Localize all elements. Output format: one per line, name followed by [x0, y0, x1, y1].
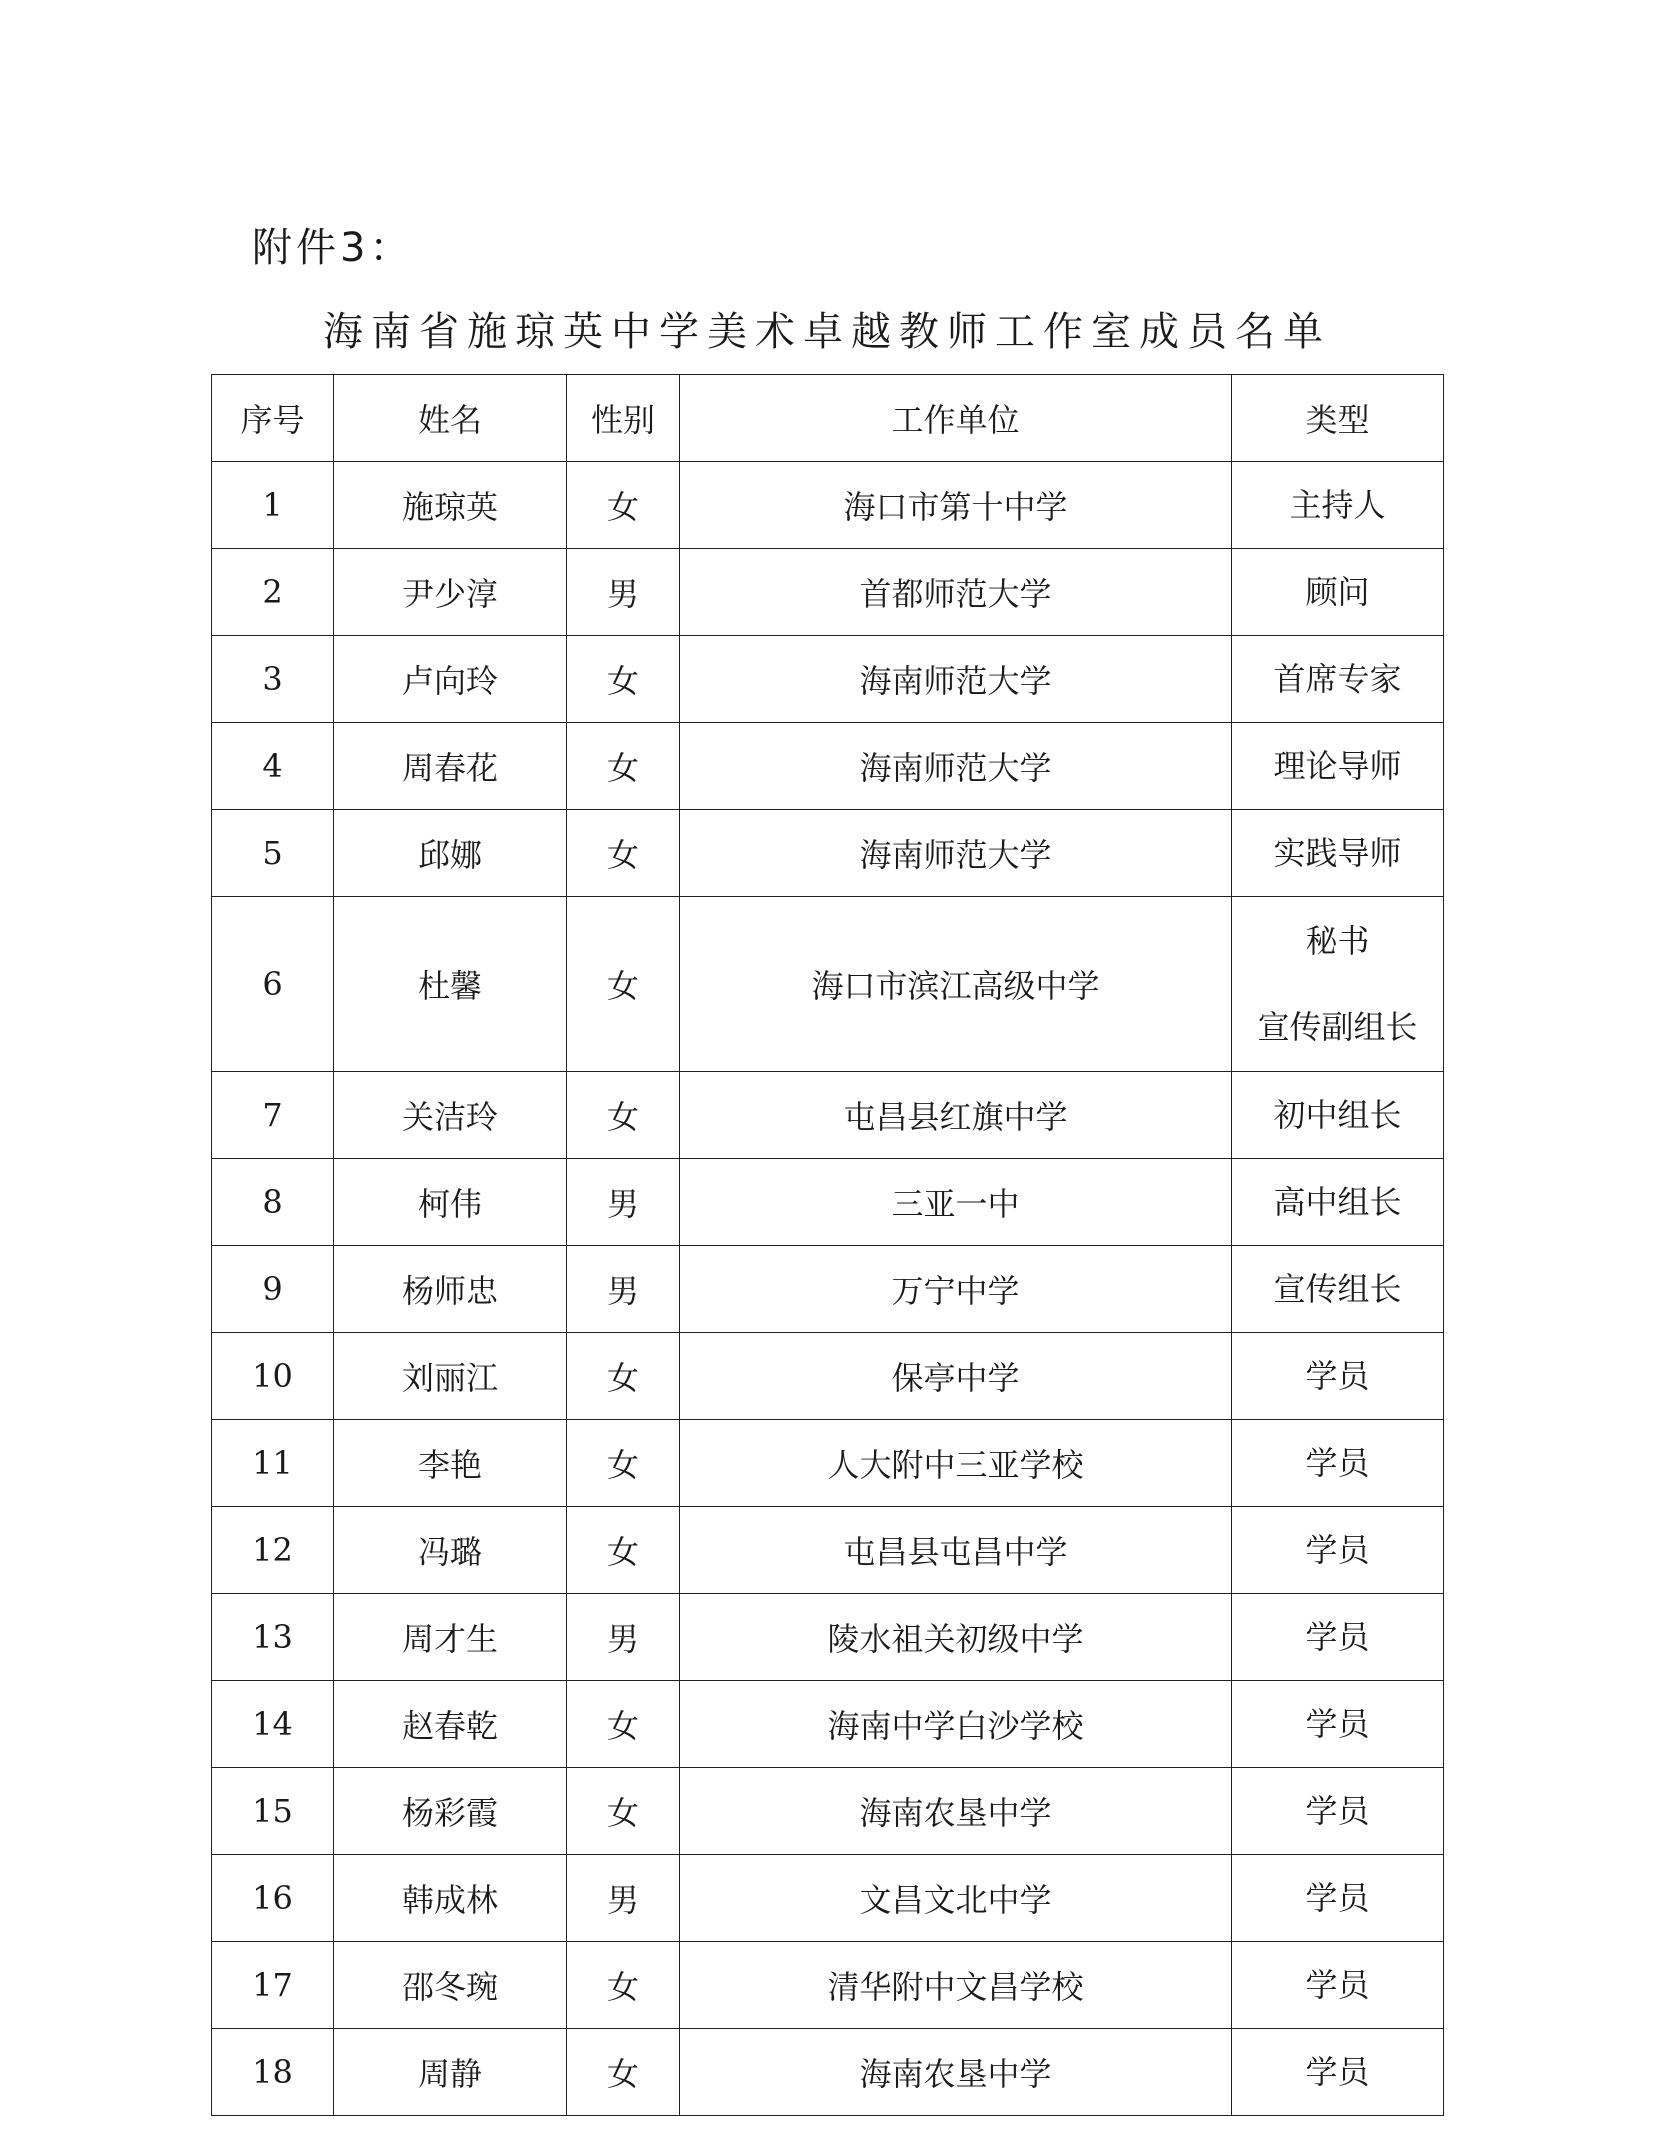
type-label: 实践导师 — [1273, 834, 1402, 872]
cell-name: 施琼英 — [334, 462, 567, 549]
cell-no: 12 — [212, 1507, 334, 1594]
cell-unit: 海口市滨江高级中学 — [680, 897, 1232, 1072]
cell-unit: 海口市第十中学 — [680, 462, 1232, 549]
member-roster-table — [211, 374, 1444, 2116]
type-label: 主持人 — [1289, 486, 1386, 524]
cell-no: 11 — [212, 1420, 334, 1507]
type-label: 学员 — [1305, 2053, 1370, 2091]
cell-name: 周才生 — [334, 1594, 567, 1681]
cell-unit: 保亭中学 — [680, 1333, 1232, 1420]
table-row — [212, 897, 1444, 1072]
type-label: 学员 — [1305, 1879, 1370, 1917]
cell-name: 周春花 — [334, 723, 567, 810]
cell-sex: 女 — [567, 1072, 680, 1159]
type-label: 顾问 — [1305, 573, 1370, 611]
cell-unit: 海南师范大学 — [680, 810, 1232, 897]
table-row — [212, 810, 1444, 897]
cell-type — [1232, 1942, 1444, 2029]
type-label: 宣传副组长 — [1257, 1008, 1418, 1046]
cell-no: 4 — [212, 723, 334, 810]
cell-type — [1232, 1681, 1444, 1768]
cell-no: 15 — [212, 1768, 334, 1855]
table-row — [212, 636, 1444, 723]
cell-sex: 男 — [567, 1594, 680, 1681]
cell-type — [1232, 1855, 1444, 1942]
type-label: 首席专家 — [1273, 660, 1402, 698]
type-label: 学员 — [1305, 1618, 1370, 1656]
cell-sex: 女 — [567, 462, 680, 549]
type-label: 学员 — [1305, 1792, 1370, 1830]
header-name: 姓名 — [334, 375, 567, 462]
cell-name: 杨彩霞 — [334, 1768, 567, 1855]
cell-type — [1232, 1246, 1444, 1333]
table-row — [212, 2029, 1444, 2116]
cell-type — [1232, 1594, 1444, 1681]
cell-no: 13 — [212, 1594, 334, 1681]
cell-name: 冯璐 — [334, 1507, 567, 1594]
cell-unit: 首都师范大学 — [680, 549, 1232, 636]
type-label: 理论导师 — [1273, 747, 1402, 785]
cell-type — [1232, 1072, 1444, 1159]
table-row — [212, 549, 1444, 636]
table-row — [212, 1681, 1444, 1768]
cell-sex: 男 — [567, 549, 680, 636]
cell-sex: 女 — [567, 1768, 680, 1855]
cell-no: 18 — [212, 2029, 334, 2116]
cell-unit: 人大附中三亚学校 — [680, 1420, 1232, 1507]
cell-name: 刘丽江 — [334, 1333, 567, 1420]
cell-unit: 万宁中学 — [680, 1246, 1232, 1333]
document-title: 海南省施琼英中学美术卓越教师工作室成员名单 — [323, 309, 1331, 355]
cell-type — [1232, 810, 1444, 897]
table-row — [212, 1333, 1444, 1420]
table-row — [212, 462, 1444, 549]
cell-type — [1232, 1420, 1444, 1507]
table-row — [212, 1159, 1444, 1246]
table-body — [212, 462, 1444, 2116]
header-unit: 工作单位 — [680, 375, 1232, 462]
cell-name: 杜馨 — [334, 897, 567, 1072]
table-row — [212, 1855, 1444, 1942]
cell-type — [1232, 462, 1444, 549]
cell-no: 1 — [212, 462, 334, 549]
cell-no: 6 — [212, 897, 334, 1072]
cell-sex: 女 — [567, 2029, 680, 2116]
cell-type — [1232, 2029, 1444, 2116]
cell-name: 李艳 — [334, 1420, 567, 1507]
header-no: 序号 — [212, 375, 334, 462]
cell-unit: 清华附中文昌学校 — [680, 1942, 1232, 2029]
cell-name: 柯伟 — [334, 1159, 567, 1246]
cell-no: 17 — [212, 1942, 334, 2029]
cell-type — [1232, 1507, 1444, 1594]
cell-type — [1232, 1159, 1444, 1246]
cell-sex: 女 — [567, 723, 680, 810]
type-label: 学员 — [1305, 1357, 1370, 1395]
cell-no: 14 — [212, 1681, 334, 1768]
cell-unit: 海南师范大学 — [680, 723, 1232, 810]
cell-sex: 女 — [567, 897, 680, 1072]
cell-unit: 海南农垦中学 — [680, 1768, 1232, 1855]
cell-sex: 女 — [567, 1333, 680, 1420]
cell-no: 5 — [212, 810, 334, 897]
table-row — [212, 1072, 1444, 1159]
cell-no: 2 — [212, 549, 334, 636]
cell-name: 韩成林 — [334, 1855, 567, 1942]
header-sex: 性别 — [567, 375, 680, 462]
cell-type — [1232, 636, 1444, 723]
cell-sex: 男 — [567, 1246, 680, 1333]
table-row — [212, 1507, 1444, 1594]
type-label: 学员 — [1305, 1705, 1370, 1743]
cell-sex: 女 — [567, 1942, 680, 2029]
cell-no: 8 — [212, 1159, 334, 1246]
cell-unit: 海南师范大学 — [680, 636, 1232, 723]
table-row — [212, 1942, 1444, 2029]
cell-unit: 屯昌县红旗中学 — [680, 1072, 1232, 1159]
cell-unit: 屯昌县屯昌中学 — [680, 1507, 1232, 1594]
cell-type — [1232, 1768, 1444, 1855]
cell-unit: 海南农垦中学 — [680, 2029, 1232, 2116]
type-label: 学员 — [1305, 1531, 1370, 1569]
cell-type — [1232, 723, 1444, 810]
type-label: 初中组长 — [1273, 1096, 1402, 1134]
cell-unit: 海南中学白沙学校 — [680, 1681, 1232, 1768]
table-row — [212, 1420, 1444, 1507]
type-label: 宣传组长 — [1273, 1270, 1402, 1308]
table-row — [212, 1246, 1444, 1333]
cell-no: 16 — [212, 1855, 334, 1942]
cell-name: 尹少淳 — [334, 549, 567, 636]
table-row — [212, 1594, 1444, 1681]
cell-name: 卢向玲 — [334, 636, 567, 723]
cell-type — [1232, 1333, 1444, 1420]
cell-no: 3 — [212, 636, 334, 723]
cell-name: 邵冬琬 — [334, 1942, 567, 2029]
type-label: 学员 — [1305, 1444, 1370, 1482]
type-label: 高中组长 — [1273, 1183, 1402, 1221]
cell-no: 9 — [212, 1246, 334, 1333]
cell-sex: 女 — [567, 636, 680, 723]
cell-sex: 男 — [567, 1855, 680, 1942]
cell-sex: 女 — [567, 1420, 680, 1507]
cell-name: 周静 — [334, 2029, 567, 2116]
cell-name: 邱娜 — [334, 810, 567, 897]
cell-sex: 女 — [567, 1681, 680, 1768]
type-label: 学员 — [1305, 1966, 1370, 2004]
type-label: 秘书 — [1305, 922, 1370, 960]
cell-no: 10 — [212, 1333, 334, 1420]
table-row — [212, 1768, 1444, 1855]
cell-unit: 三亚一中 — [680, 1159, 1232, 1246]
cell-sex: 女 — [567, 1507, 680, 1594]
cell-no: 7 — [212, 1072, 334, 1159]
attachment-label: 附件3： — [252, 225, 414, 271]
table-row — [212, 723, 1444, 810]
cell-unit: 文昌文北中学 — [680, 1855, 1232, 1942]
cell-unit: 陵水祖关初级中学 — [680, 1594, 1232, 1681]
cell-name: 赵春乾 — [334, 1681, 567, 1768]
cell-sex: 女 — [567, 810, 680, 897]
cell-name: 关洁玲 — [334, 1072, 567, 1159]
cell-name: 杨师忠 — [334, 1246, 567, 1333]
cell-type — [1232, 549, 1444, 636]
table-header-row — [212, 375, 1444, 462]
cell-sex: 男 — [567, 1159, 680, 1246]
header-type: 类型 — [1232, 375, 1444, 462]
cell-type — [1232, 897, 1444, 1072]
